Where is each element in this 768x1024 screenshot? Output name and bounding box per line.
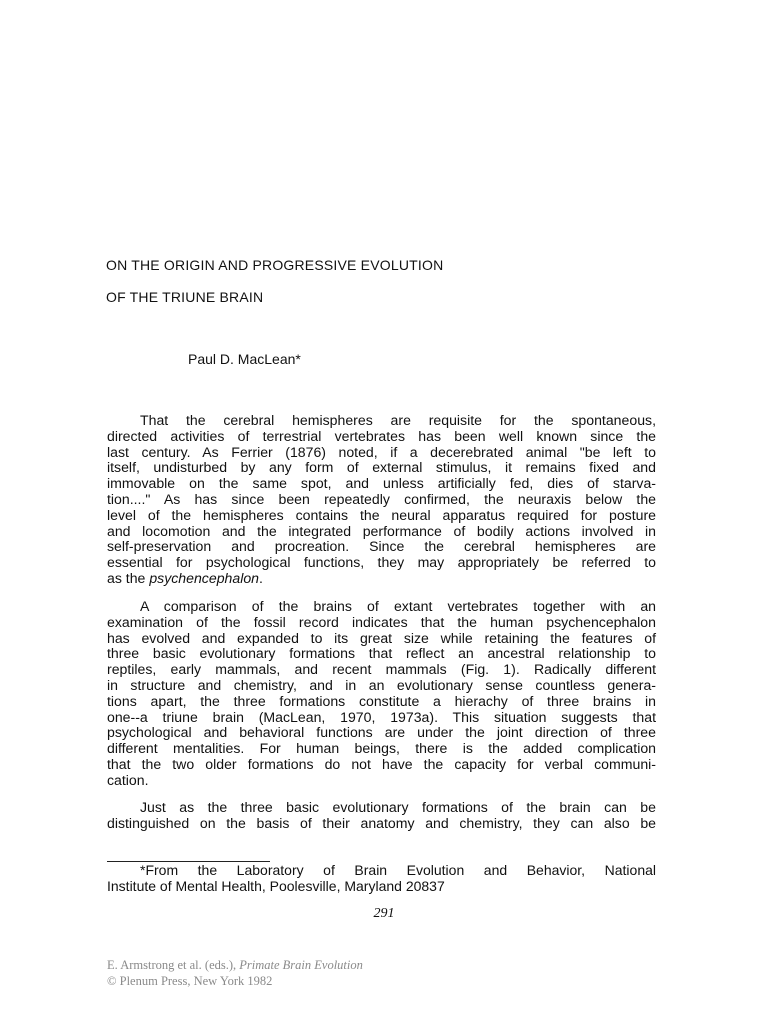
paragraph-line: last century. As Ferrier (1876) noted, if a decerebrated animal "be left to	[107, 443, 656, 460]
paragraph-line: immovable on the same spot, and unless artificially fed, dies of starva-	[107, 475, 656, 492]
paragraph-line: tion...." As has since been repeatedly confirmed, the neuraxis below the	[107, 490, 656, 507]
citation	[107, 957, 363, 989]
footnote-line-1: *From the Laboratory of Brain Evolution and Behavior, National	[140, 862, 656, 878]
paragraph-line: tions apart, the three formations constitute a hierachy of three brains in	[107, 692, 656, 709]
paragraph-2	[107, 599, 656, 789]
book-title: Primate Brain Evolution	[239, 958, 363, 972]
paragraph-1	[107, 413, 656, 587]
paragraph-text: as the	[107, 569, 150, 586]
paragraph-line: that the two older formations do not have the capacity for verbal communi-	[107, 755, 656, 772]
citation-editors: E. Armstrong et al. (eds.),	[107, 958, 240, 972]
paragraph-line: distinguished on the basis of their anatomy and chemistry, they can also be	[107, 814, 656, 831]
paragraph-line: That the cerebral hemispheres are requisite for the spontaneous,	[140, 412, 656, 428]
paragraph-line: in structure and chemistry, and in an evolutionary sense countless genera-	[107, 676, 656, 693]
page-number: 291	[373, 906, 395, 921]
article-title-line-1: ON THE ORIGIN AND PROGRESSIVE EVOLUTION	[106, 257, 444, 273]
paragraph-line: cation.	[107, 771, 149, 788]
paragraph-line: one--a triune brain (MacLean, 1970, 1973a). This situation suggests that	[107, 708, 656, 725]
paragraph-line: self-preservation and procreation. Since the cerebral hemispheres are	[107, 538, 656, 555]
footnote-line-2: Institute of Mental Health, Poolesville, Maryland 20837	[107, 877, 445, 894]
paragraph-line: Just as the three basic evolutionary formations of the brain can be	[140, 799, 656, 815]
paragraph-line: essential for psychological functions, they may appropriately be referred to	[107, 554, 656, 571]
author-name: Paul D. MacLean*	[188, 351, 301, 367]
paragraph-line: level of the hemispheres contains the neural apparatus required for posture	[107, 506, 656, 523]
citation-line-1	[107, 957, 363, 973]
paragraph-line: examination of the fossil record indicates that the human psychencephalon	[107, 613, 656, 630]
paragraph-last-line	[107, 571, 656, 587]
article-title-line-2: OF THE TRIUNE BRAIN	[106, 289, 264, 305]
citation-publisher: © Plenum Press, New York 1982	[107, 973, 273, 988]
paragraph-line: directed activities of terrestrial vertebrates has been well known since the	[107, 427, 656, 444]
paragraph-line: different mentalities. For human beings, there is the added complication	[107, 740, 656, 757]
paragraph-3	[107, 800, 656, 832]
paragraph-line: itself, undisturbed by any form of external stimulus, it remains fixed and	[107, 459, 656, 476]
paragraph-line: psychological and behavioral functions are under the joint direction of three	[107, 724, 656, 741]
paragraph-line: has evolved and expanded to its great size while retaining the features of	[107, 629, 656, 646]
paragraph-line: reptiles, early mammals, and recent mammals (Fig. 1). Radically different	[107, 661, 656, 678]
paragraph-line: A comparison of the brains of extant vertebrates together with an	[140, 598, 656, 614]
footnote	[107, 862, 656, 894]
paragraph-text: .	[259, 569, 263, 586]
paragraph-line: and locomotion and the integrated performance of bodily actions involved in	[107, 522, 656, 539]
term-psychencephalon: psychencephalon	[149, 569, 260, 586]
paragraph-line: three basic evolutionary formations that reflect an ancestral relationship to	[107, 645, 656, 662]
